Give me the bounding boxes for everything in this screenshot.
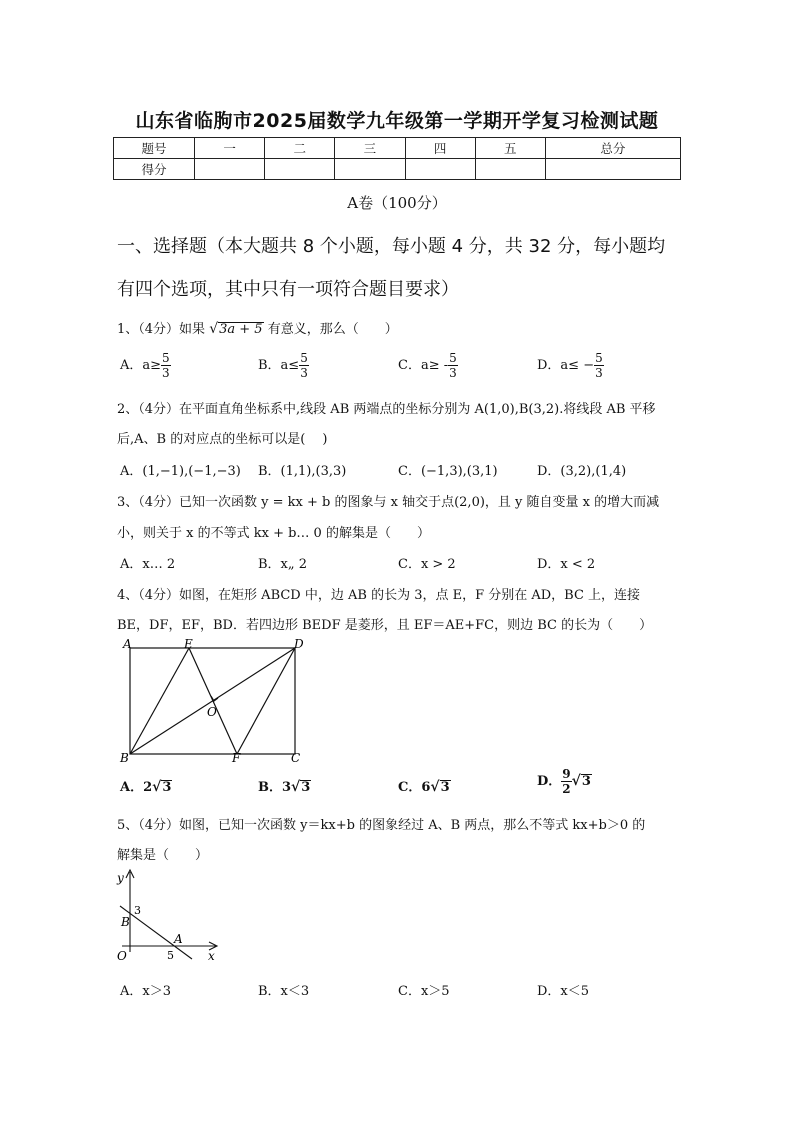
q2-option-b[interactable]: B．(1,1),(3,3) xyxy=(258,464,347,479)
denominator: 3 xyxy=(449,366,457,380)
label-five: 5 xyxy=(167,949,174,962)
q3-option-a[interactable]: A．x… 2 xyxy=(120,557,176,572)
score-header-cell: 二 xyxy=(265,138,335,159)
fraction xyxy=(594,352,604,379)
label-x-axis: x xyxy=(208,949,215,963)
question-4-line2: BE，DF，EF，BD．若四边形 BEDF 是菱形，且 EF＝AE+FC，则边 BC 的长为（ ） xyxy=(117,618,653,633)
sqrt-symbol: √ xyxy=(571,773,581,789)
sqrt-symbol: √ xyxy=(209,321,219,337)
label-a: A xyxy=(123,637,132,651)
radicand: 3 xyxy=(440,780,450,795)
label-point-a: A xyxy=(174,932,183,946)
fraction xyxy=(448,352,458,379)
q1-option-a-label: A．a≥ xyxy=(120,358,162,373)
q1-option-b[interactable] xyxy=(258,352,309,379)
radicand: 3 xyxy=(162,780,172,795)
numerator: 5 xyxy=(595,351,603,365)
score-header-cell: 总分 xyxy=(545,138,680,159)
question-2-line1: 2、（4分）在平面直角坐标系中,线段 AB 两端点的坐标分别为 A(1,0),B(3,2).将线段 AB 平移 xyxy=(117,402,656,417)
q1-suffix: 有意义，那么（ ） xyxy=(267,322,398,337)
part1-heading-line2: 有四个选项，其中只有一项符合题目要求） xyxy=(117,279,459,300)
q4-option-b[interactable] xyxy=(258,776,311,795)
q1-radicand: 3a + 5 xyxy=(219,322,263,337)
q1-option-c[interactable] xyxy=(398,352,458,379)
sqrt-symbol: √ xyxy=(152,779,162,795)
q4-option-a[interactable] xyxy=(120,776,172,795)
linear-function-figure xyxy=(112,866,224,966)
label-point-b: B xyxy=(121,915,130,929)
question-2-line2: 后,A、B 的对应点的坐标可以是( ) xyxy=(117,432,328,447)
label-y-axis: y xyxy=(117,871,124,885)
q1-option-b-label: B．a≤ xyxy=(258,358,300,373)
q5-option-d[interactable]: D．x＜5 xyxy=(537,984,590,999)
label-three: 3 xyxy=(134,904,141,917)
q4-option-d-label: D． xyxy=(537,774,562,789)
score-input-cell[interactable] xyxy=(405,159,475,180)
score-input-cell[interactable] xyxy=(475,159,545,180)
question-4-line1: 4、（4分）如图，在矩形 ABCD 中，边 AB 的长为 3，点 E，F 分别在 AD，BC 上，连接 xyxy=(117,588,641,603)
segment-bd xyxy=(130,648,295,754)
numerator: 5 xyxy=(162,351,170,365)
score-input-cell[interactable] xyxy=(545,159,680,180)
fraction xyxy=(299,352,309,379)
score-header-cell: 三 xyxy=(335,138,405,159)
score-input-cell[interactable] xyxy=(335,159,405,180)
q2-option-c[interactable]: C．(−1,3),(3,1) xyxy=(398,464,498,479)
label-origin: O xyxy=(117,949,127,963)
q1-option-c-label: C．a≥ - xyxy=(398,358,449,373)
label-c: C xyxy=(291,751,301,765)
q2-option-d[interactable]: D．(3,2),(1,4) xyxy=(537,464,627,479)
part1-heading-line1: 一、选择题（本大题共 8 个小题，每小题 4 分，共 32 分，每小题均 xyxy=(117,236,666,257)
question-5-line2: 解集是（ ） xyxy=(117,848,209,863)
score-header-cell: 四 xyxy=(405,138,475,159)
radicand: 3 xyxy=(301,780,311,795)
q4-option-d[interactable] xyxy=(537,768,592,795)
score-table-score-row xyxy=(114,159,681,180)
score-input-cell[interactable] xyxy=(195,159,265,180)
q4-option-a-label: A．2 xyxy=(120,780,153,795)
q2-option-a[interactable]: A．(1,−1),(−1,−3) xyxy=(120,464,241,479)
question-1-stem xyxy=(117,318,398,337)
denominator: 3 xyxy=(300,366,308,380)
question-3-line1: 3、（4分）已知一次函数 y = kx + b 的图象与 x 轴交于点(2,0)，且 y 随自变量 x 的增大而减 xyxy=(117,495,660,510)
q1-option-a[interactable] xyxy=(120,352,171,379)
label-b: B xyxy=(120,751,129,765)
q4-option-c[interactable] xyxy=(398,776,451,795)
radicand: 3 xyxy=(581,774,591,789)
score-header-cell: 题号 xyxy=(114,138,195,159)
q3-option-b[interactable]: B．x„ 2 xyxy=(258,557,308,572)
sqrt-symbol: √ xyxy=(291,779,301,795)
q1-option-d-label: D．a≤ − xyxy=(537,358,595,373)
question-5-line1: 5、（4分）如图，已知一次函数 y＝kx+b 的图象经过 A、B 两点，那么不等式 kx+b＞0 的 xyxy=(117,818,646,833)
question-3-line2: 小，则关于 x 的不等式 kx + b… 0 的解集是（ ） xyxy=(117,526,430,541)
score-row-label: 得分 xyxy=(114,159,195,180)
numerator: 5 xyxy=(300,351,308,365)
denominator: 3 xyxy=(162,366,170,380)
score-input-cell[interactable] xyxy=(265,159,335,180)
segment-be xyxy=(130,648,189,754)
numerator: 5 xyxy=(449,351,457,365)
score-header-cell: 五 xyxy=(475,138,545,159)
score-header-cell: 一 xyxy=(195,138,265,159)
q4-option-b-label: B．3 xyxy=(258,780,292,795)
q5-option-a[interactable]: A．x＞3 xyxy=(120,984,171,999)
label-o: O xyxy=(207,705,217,719)
fraction xyxy=(161,352,171,379)
q5-option-c[interactable]: C．x＞5 xyxy=(398,984,450,999)
q4-option-c-label: C．6 xyxy=(398,780,431,795)
q3-option-c[interactable]: C．x > 2 xyxy=(398,557,456,572)
score-table xyxy=(113,137,681,180)
label-f: F xyxy=(232,751,241,765)
fraction xyxy=(561,768,571,795)
exam-title: 山东省临朐市2025届数学九年级第一学期开学复习检测试题 xyxy=(135,110,659,132)
label-d: D xyxy=(294,637,304,651)
score-table-header-row xyxy=(114,138,681,159)
denominator: 2 xyxy=(562,782,571,796)
denominator: 3 xyxy=(595,366,603,380)
q1-option-d[interactable] xyxy=(537,352,604,379)
numerator: 9 xyxy=(562,767,571,781)
section-a-heading: A卷（100分） xyxy=(347,194,447,212)
q5-option-b[interactable]: B．x＜3 xyxy=(258,984,310,999)
sqrt-symbol: √ xyxy=(430,779,440,795)
q1-prefix: 1、（4分）如果 xyxy=(117,322,206,337)
label-e: E xyxy=(184,637,193,651)
q3-option-d[interactable]: D．x < 2 xyxy=(537,557,596,572)
rectangle-rhombus-figure xyxy=(115,636,315,768)
segment-fd xyxy=(237,648,295,754)
